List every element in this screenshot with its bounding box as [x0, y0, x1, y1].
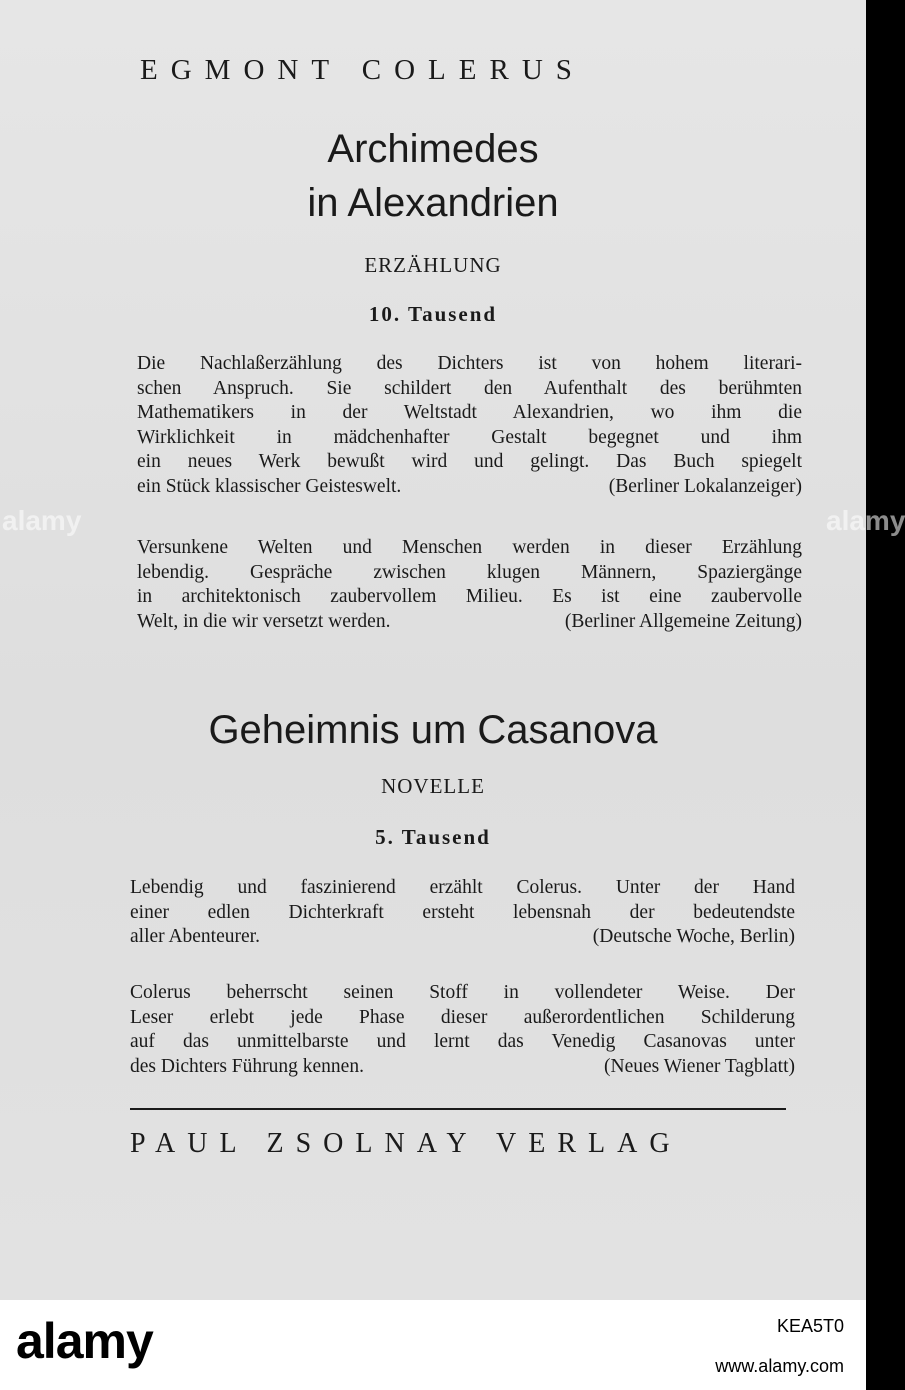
review-source: (Deutsche Woche, Berlin) [592, 926, 795, 947]
book2-edition: 5. Tausend [375, 825, 491, 849]
review-line: einer edlen Dichterkraft ersteht lebensnah der bedeutendste [130, 901, 795, 923]
author-name: EGMONT COLERUS [140, 54, 585, 86]
review-source: (Berliner Allgemeine Zeitung) [564, 610, 802, 632]
review-line: Mathematikers in der Weltstadt Alexandrien, wo ihm die [137, 402, 802, 423]
review-last-line [137, 475, 802, 500]
book1-title-line1: Archimedes [327, 127, 539, 171]
image-id: KEA5T0 [776, 1316, 844, 1336]
site-url: www.alamy.com [715, 1356, 844, 1376]
book1-title-line2: in Alexandrien [307, 181, 559, 225]
publisher-name: PAUL ZSOLNAY VERLAG [130, 1128, 682, 1159]
book1-genre: ERZÄHLUNG [364, 253, 502, 277]
review-line: in architektonisch zaubervollem Milieu. Es ist eine zaubervolle [137, 586, 802, 607]
review-source: (Neues Wiener Tagblatt) [604, 1055, 795, 1077]
review-line: schen Anspruch. Sie schildert den Aufenthalt des berühmten [137, 377, 802, 399]
review-last-line [130, 1055, 795, 1080]
review-line: lebendig. Gespräche zwischen klugen Männern, Spaziergänge [137, 561, 802, 583]
review-last-line [130, 925, 795, 950]
book2-review1 [130, 876, 795, 950]
book1-edition: 10. Tausend [368, 302, 498, 326]
review-line: Leser erlebt jede Phase dieser außerordentlichen Schilderung [130, 1006, 795, 1028]
review-text: aller Abenteurer. [130, 926, 260, 947]
review-line: Wirklichkeit in mädchenhafter Gestalt begegnet und ihm [137, 426, 802, 448]
alamy-logo: alamy [16, 1313, 153, 1369]
review-line: Versunkene Welten und Menschen werden in dieser Erzählung [137, 537, 802, 558]
watermark-footer [0, 1300, 866, 1390]
review-line: Lebendig und faszinierend erzählt Colerus. Unter der Hand [130, 877, 795, 898]
watermark-edge-left: alamy [2, 505, 82, 536]
review-line: Colerus beherrscht seinen Stoff in vollendeter Weise. Der [130, 982, 795, 1003]
review-line: ein neues Werk bewußt wird und gelingt. Das Buch spiegelt [137, 451, 802, 472]
book1-review1 [137, 352, 802, 499]
book2-genre: NOVELLE [381, 774, 485, 798]
review-last-line [137, 610, 802, 635]
book2-title: Geheimnis um Casanova [208, 708, 658, 752]
review-text: des Dichters Führung kennen. [130, 1055, 364, 1077]
review-line: Die Nachlaßerzählung des Dichters ist von hohem literari- [137, 353, 802, 374]
divider-rule [130, 1108, 786, 1110]
book1-review2 [137, 536, 802, 634]
review-text: Welt, in die wir versetzt werden. [137, 610, 391, 632]
review-source: (Berliner Lokalanzeiger) [608, 475, 802, 497]
watermark-edge-right: alamy [826, 505, 905, 536]
book2-review2 [130, 981, 795, 1079]
review-line: auf das unmittelbarste und lernt das Venedig Casanovas unter [130, 1031, 795, 1052]
review-text: ein Stück klassischer Geisteswelt. [137, 475, 402, 497]
